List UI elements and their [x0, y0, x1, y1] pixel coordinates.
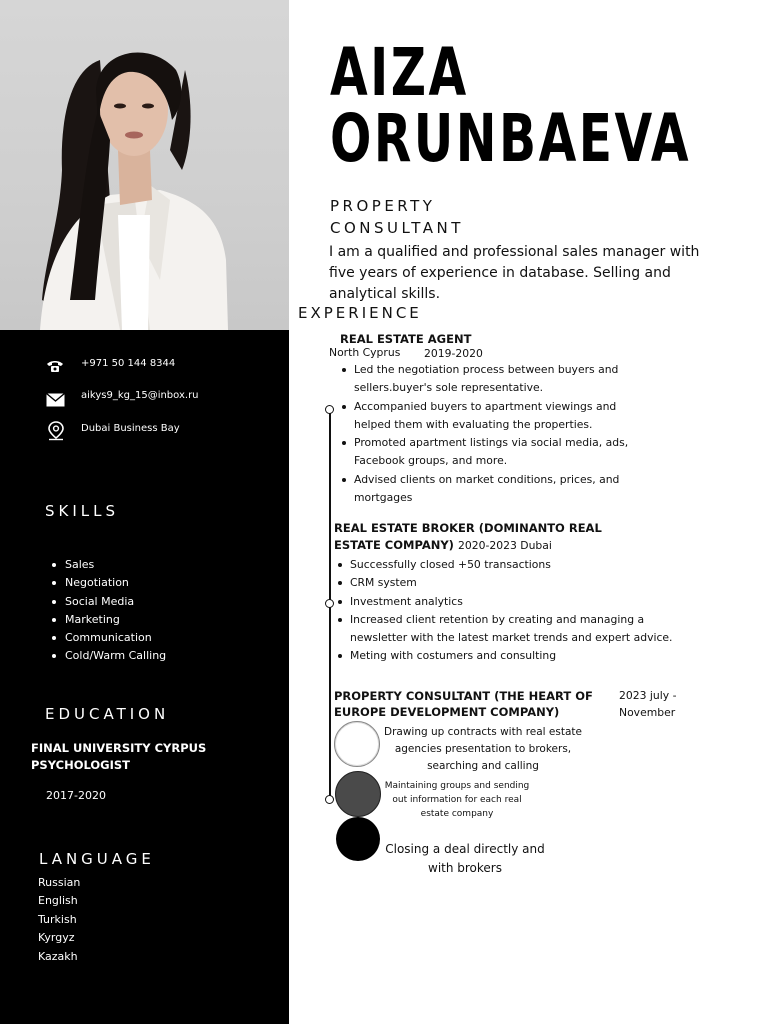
- job1-bullet: Led the negotiation process between buyers and sellers.buyer's sole representative.: [338, 361, 648, 398]
- summary-text: I am a qualified and professional sales manager with five years of experience in database. Selling and analytical skills.: [329, 244, 700, 302]
- education-school: [31, 740, 206, 774]
- skill-item: Cold/Warm Calling: [50, 647, 166, 665]
- job1-location: North Cyprus: [329, 346, 401, 359]
- job1-bullet: Promoted apartment listings via social media, ads, Facebook groups, and more.: [338, 434, 648, 471]
- job2-title-line2: ESTATE COMPANY): [334, 538, 454, 552]
- education-school-line2: PSYCHOLOGIST: [31, 758, 131, 772]
- job3-title-line1: PROPERTY CONSULTANT (THE HEART OF: [334, 689, 593, 703]
- experience-heading: EXPERIENCE: [298, 304, 422, 322]
- location-text: Dubai Business Bay: [81, 423, 180, 434]
- job3-title-line2: EUROPE DEVELOPMENT COMPANY): [334, 705, 560, 719]
- skills-list: [50, 556, 166, 666]
- job3-date-line2: November: [619, 706, 676, 719]
- skill-item: Marketing: [50, 611, 166, 629]
- job2-bullet: Successfully closed +50 transactions: [334, 556, 674, 574]
- name-first: AIZA: [330, 34, 469, 111]
- job3-title: [334, 688, 593, 720]
- job1-title: REAL ESTATE AGENT: [340, 332, 472, 346]
- language-item: Kyrgyz: [38, 931, 75, 945]
- job1-bullet: Advised clients on market conditions, prices, and mortgages: [338, 471, 648, 508]
- job-title: [330, 195, 464, 239]
- job2-meta: 2020-2023 Dubai: [457, 539, 552, 552]
- language-item: Russian: [38, 876, 81, 889]
- job2-bullet: CRM system: [334, 574, 674, 592]
- timeline-dot: [325, 795, 334, 804]
- job1-bullets: [338, 361, 648, 507]
- job3-dates: [619, 687, 676, 721]
- step-circle-black: [336, 817, 380, 861]
- envelope-icon: [46, 392, 65, 411]
- phone-text: +971 50 144 8344: [81, 358, 176, 369]
- step2-text: Maintaining groups and sending out information for each real estate company: [384, 781, 530, 819]
- language-list: [38, 874, 80, 966]
- education-school-line1: FINAL UNIVERSITY CYRPUS: [31, 741, 207, 755]
- job2-bullets: [334, 556, 674, 666]
- job-title-line1: PROPERTY: [330, 197, 436, 215]
- job2-title-line1: REAL ESTATE BROKER (DOMINANTO REAL: [334, 521, 602, 535]
- skill-item: Negotiation: [50, 574, 166, 592]
- job2-bullet: Increased client retention by creating and managing a newsletter with the latest market trends and expert advice.: [334, 611, 674, 648]
- phone-icon: [45, 358, 65, 377]
- job2-bullet: Investment analytics: [334, 593, 674, 611]
- timeline-dot: [325, 405, 334, 414]
- job2-bullet: Meting with costumers and consulting: [334, 647, 674, 665]
- timeline-dot: [325, 599, 334, 608]
- job2-title: [334, 520, 602, 554]
- job3-date-line1: 2023 july -: [619, 689, 677, 702]
- language-heading: LANGUAGE: [39, 850, 155, 868]
- education-heading: EDUCATION: [45, 705, 170, 723]
- job1-bullet: Accompanied buyers to apartment viewings and helped them with evaluating the properties.: [338, 398, 648, 435]
- skills-heading: SKILLS: [45, 502, 120, 520]
- education-years: 2017-2020: [46, 789, 106, 802]
- location-pin-icon: [47, 421, 65, 445]
- skill-item: Social Media: [50, 593, 166, 611]
- step3-text: Closing a deal directly and with brokers: [385, 842, 545, 875]
- job-title-line2: CONSULTANT: [330, 219, 464, 237]
- profile-photo: [0, 0, 289, 330]
- step-circle-white: [334, 721, 380, 767]
- skill-item: Sales: [50, 556, 166, 574]
- job1-years: 2019-2020: [424, 347, 483, 360]
- step1-text: Drawing up contracts with real estate agencies presentation to brokers, searching and calling: [384, 726, 582, 772]
- name-last: ORUNBAEVA: [330, 100, 692, 177]
- email-text: aikys9_kg_15@inbox.ru: [81, 390, 199, 401]
- language-item: English: [38, 894, 78, 908]
- skill-item: Communication: [50, 629, 166, 647]
- language-item: Turkish: [38, 912, 77, 926]
- step-circle-gray: [335, 771, 381, 817]
- language-item: Kazakh: [38, 949, 78, 963]
- sidebar: [0, 0, 289, 1024]
- portrait-image: [0, 0, 289, 330]
